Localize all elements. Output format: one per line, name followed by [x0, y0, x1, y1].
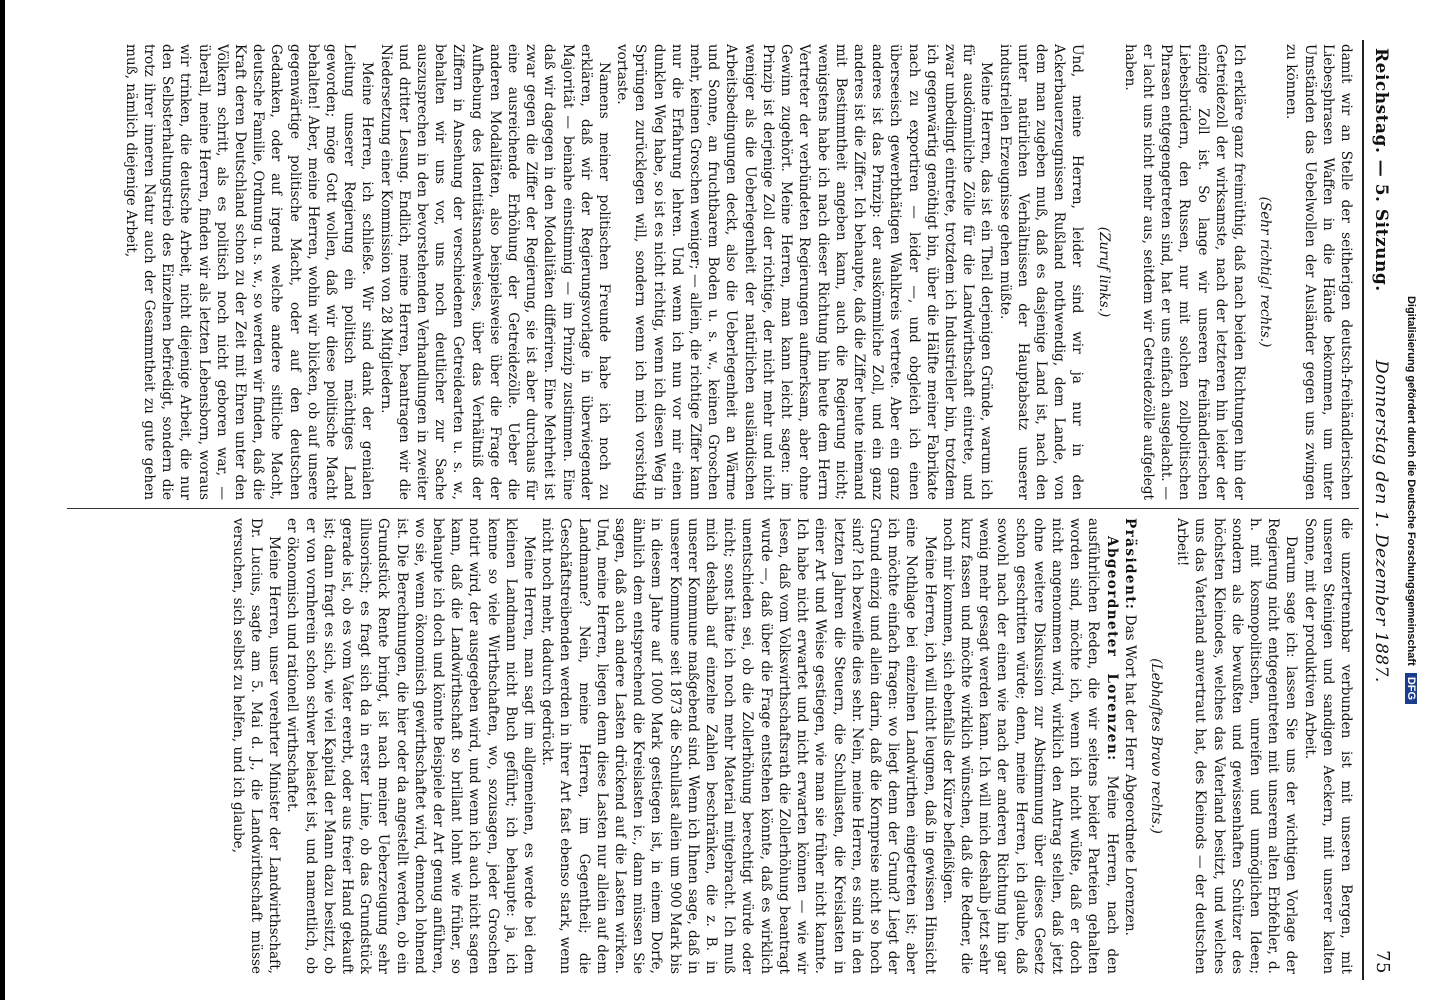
paragraph: Und, meine Herren, leider sind wir ja nur in den Ackerbauerzeugnissen Rußland nothwendig, dem Lande, von dem man zugeben muß, daß es dasjenige Land ist, nach den unter natürlichen Verhältnissen der Hauptabsatz unserer industriellen Erzeugnisse gehen müßte.	[996, 44, 1086, 500]
speaker-name: Präsident:	[1121, 518, 1138, 611]
paragraph: Meine Herren, ich schließe. Wir sind dank der genialen Leitung unserer Regierung ein politisch mächtiges Land geworden; möge Gott wollen, daß wir diese politische Macht behalten! Aber, meine Herren, wohin wir blicken, ob auf unsere gegenwärtige politische Macht, oder auf den deutschen Gedanken, oder auf irgend welche andere sittliche Macht, deutsche Familie, Ordnung u. s. w., so werden wir finden, daß die Kraft deren Deutschland schon zu der Zeit mit Ehren unter den Völkern schritt, als es politisch noch nicht geboren war, — überall, meine Herren, finden wir als letzten Lebensborn, woraus wir trinken, die deutsche Arbeit, nicht diejenige Arbeit, die nur den Selbsterhaltungstrieb des Einzelnen befriedigt, sondern die trotz ihrer inneren Natur auch der Gesammtheit zu gute gehen muß, nämlich diejenige Arbeit,	[122, 44, 376, 500]
header-rule	[1362, 40, 1364, 980]
paragraph: Meine Herren, ich will nicht leugnen, daß in gewissen Hinsicht eine Nothlage bei einzelnen Landwirthen eingetreten ist; aber ich möchte einfach fragen: wo liegt denn der Grund? Liegt der Grund einzig und allein darin, daß die Kornpreise nicht so hoch sind? Ich bezweifle dies sehr. Nein, meine Herren, es sind in den letzten Jahren die Steuern, die Schullasten, die Kreislasten in einer Art und Weise gestiegen, wie man sie früher nicht kannte. Ich habe nicht erwartet und nicht erwarten können — wie wir lesen, daß vom Volkswirthschaftsrath die Zollerhöhung beantragt wurde —, daß über die Frage entstehen könnte, daß es wirklich unentschieden sei, ob die Zollerhöhung berechtigt würde oder nicht; sonst hätte ich noch mehr Material mitgebracht. Ich muß mich deshalb auf einzelne Zahlen beschränken, die z. B. in unserer Kommune maßgebend sind. Wenn ich Ihnen sage, daß in unserer Kommune seit 1873 die Schullast allein um 900 Mark bis in diesem Jahre auf 1000 Mark gestiegen ist, in einem Dorfe, ähnlich dem entsprechend die Kreislasten ic., dann müssen Sie sagen, daß auch andere Lasten drückend auf die Lasten wirken. Und, meine Herren, liegen denn diese Lasten nur allein auf dem Landmanne? Nein, meine Herren, im Gegentheil; die Geschäftstreibenden werden in ihrer Art fast ebenso stark, wenn nicht noch mehr, dadurch gedrückt.	[539, 518, 938, 974]
speaker-name: Abgeordneter Lorenzen:	[1103, 536, 1120, 762]
page-header	[1365, 40, 1395, 980]
paragraph: Meine Herren, unser verehrter Minister der Landwirthschaft, Dr. Lucius, sagte am 5. Mai d. J., die Landwirthschaft müsse versuchen, sich selbst zu helfen, und ich glaube,	[229, 518, 283, 974]
dfg-note-text: Digitalisierung gefördert durch die Deutsche Forschungsgemeinschaft	[1405, 295, 1417, 666]
header-session: Reichstag. — 5. Sitzung.	[1371, 48, 1391, 292]
column-divider	[67, 508, 1359, 509]
paragraph: Meine Herren, das ist ein Theil derjenigen Gründe, warum ich für ausdömmliche Zölle für die Landwirthschaft eintrete, und zwar unbedingt eintrete, trotzdem ich Industrieller bin, trotzdem ich gegenwärtig genöthigt bin, über die Hälfte meiner Fabrikate nach zu exportiren — leider —, und obgleich ich einen überseeisch gewerbthätigen Wahlkreis vertrete. Aber ein ganz anderes ist das Prinzip: der auskömmliche Zoll, und ein ganz anderes ist die Ziffer. Ich behaupte, daß die Ziffer heute niemand mit Bestimmtheit angeben kann, auch die Regierung nicht; wenigstens habe ich nach dieser Richtung hin heute dem Herrn Vertreter der verbündeten Regierungen aufmerksam, aber ohne Gewinn zugehört. Meine Herren, man kann leicht sagen: im Prinzip ist derjenige Zoll der richtige, der nicht mehr und nicht weniger als die Ueberlegenheit der natürlichen ausländischen Arbeitsbedingungen deckt, also die Ueberlegenheit an Wärme und Sonne, an fruchtbarem Boden u. s. w., keinen Groschen mehr, keinen Groschen weniger; — allein, die richtige Ziffer kann nur die Erfahrung lehren. Und wenn ich nun vor mir einen dunklen Weg habe, so ist es nicht richtig, wenn ich diesen Weg in Sprüngen zurücklegen will, sondern wenn ich mich vorsichtig vortaste.	[614, 44, 995, 500]
paragraph: Darum sage ich: lassen Sie uns der wichtigen Vorlage der Regierung nicht entgegentreten mit unserem alten Erbfehler, d. h. mit kosmopolitischen, unreifen und unmöglichen Ideen; sondern als die bewußten und gewissenhaften Schützer des höchsten Kleinodes, welches das Vaterland besitzt, und welches uns das Vaterland anvertraut hat, des Kleinods — der deutschen Arbeit!	[1174, 518, 1300, 974]
paragraph: Namens meiner politischen Freunde habe ich noch zu erklären, daß wir der Regierungsvorlage in überwiegender Majorität — beinahe einstimmig — im Prinzip zustimmen. Eine daß wir dagegen in den Modalitäten differiren. Eine Mehrheit ist zwar gegen die Ziffer der Regierung, sie ist aber durchaus für eine ausreichende Erhöhung der Getreidezölle. Ueber die anderen Modalitäten, also beispielsweise über die Frage der Aufhebung des Identitätsnachweises, über das Verhältniß der Ziffern in Ansehung der verschiedenen Getreidearten u. s. w., behalten wir uns vor, uns noch deutlicher zur Sache auszusprechen in den bevorstehenden Verhandlungen in zweiter und dritter Lesung. Endlich, meine Herren, beantragen wir die Niedersetzung einer Kommission von 28 Mitgliedern.	[377, 44, 613, 500]
header-date: Donnerstag den 1. Dezember 1887.	[1371, 360, 1391, 683]
paragraph: damit wir an Stelle der seitherigen deutsch-freihändlerischen Liebesphrasen Waffen in die Hände bekommen, um unter Umständen das Uebelwollen der Ausländer gegen uns zwingen zu können.	[1283, 44, 1354, 500]
paragraph: die unzertrennbar verbunden ist mit unseren Bergen, mit unseren Steinigen und sandigen Aeckern, mit unserer kalten Sonne, mit der produktiven Arbeit.	[1301, 518, 1354, 974]
speech-text: Meine Herren, nach den ausführlichen Reden, die wir seitens beider Parteien gehalten worden sind, möchte ich, wenn ich nicht wüßte, daß er doch nicht angenommen wird, wirklich den Antrag stellen, daß jetzt ohne weitere Diskussion zur Abstimmung über dieses Gesetz schon geschritten würde; denn, meine Herren, ich glaube, daß sowohl nach der einen wie nach der anderen Richtung hin gar wenig mehr gesagt werden kann. Ich will mich deshalb jetzt sehr kurz fassen und möchte wirklich wünschen, daß die Redner, die noch mir kommen, sich ebenfalls der Kürze befleißigen.	[939, 518, 1120, 974]
dfg-logo: DFG	[1405, 673, 1417, 704]
dfg-side-note	[1395, 50, 1417, 950]
scan-edge	[0, 0, 5, 1000]
paragraph	[939, 518, 1121, 974]
paragraph: Ich erkläre ganz freimüthig, daß nach beiden Richtungen hin der Getreidezoll der wirksamste, nach der letzteren hin leider der einzige Zoll ist. So lange wir unseren freihändlerischen Liebesbrüdern, den Russen, nur mit solchen zollpolitischen Phrasen entgegengetreten sind, hat er uns einfach ausgelacht. — er lacht uns nicht mehr aus, seitdem wir Getreidezölle aufgelegt haben.	[1121, 44, 1247, 500]
rotated-page	[55, 40, 1395, 980]
speech-text: Das Wort hat der Herr Abgeordnete Lorenzen.	[1121, 610, 1138, 936]
paragraph: Meine Herren, man sagt im allgemeinen, es werde bei dem kleinen Landmann nicht Buch geführt; ich behaupte: ja, ich kenne so viele Wirthschaften, wo, sozusagen, jeder Groschen notirt wird, der ausgegeben wird, und wenn ich auch nicht sagen kann, daß die Landwirthschaft so brillant lohnt wie früher, so behaupte ich doch und könnte Beispiele der Art genug anführen, wo sie, wenn ökonomisch gewirthschaftet wird, dennoch lohnend ist. Die Berechnungen, die hier oder da angestellt werden, ob ein Grundstück Rente bringt, ist nach meiner Ueberzeugung sehr illusorisch; es fragt sich da in erster Linie, ob das Grundstück gerade ist, ob es vom Vater ererbt, oder aus freier Hand gekauft ist; dann fragt es sich, wie viel Kapital der Mann dazu besitzt, ob er von vornherein schon schwer belastet ist, und namentlich, ob er ökonomisch und rationell wirthschaftet.	[284, 518, 538, 974]
page-number: 75	[1372, 950, 1393, 974]
stage-direction: (Lebhaftes Bravo rechts.)	[1147, 658, 1164, 834]
left-column	[65, 44, 1355, 500]
paragraph	[1121, 518, 1139, 974]
stage-direction: (Zuruf links.)	[1095, 226, 1112, 318]
stage-direction: (Sehr richtig! rechts.)	[1257, 196, 1274, 348]
right-column	[65, 518, 1355, 974]
